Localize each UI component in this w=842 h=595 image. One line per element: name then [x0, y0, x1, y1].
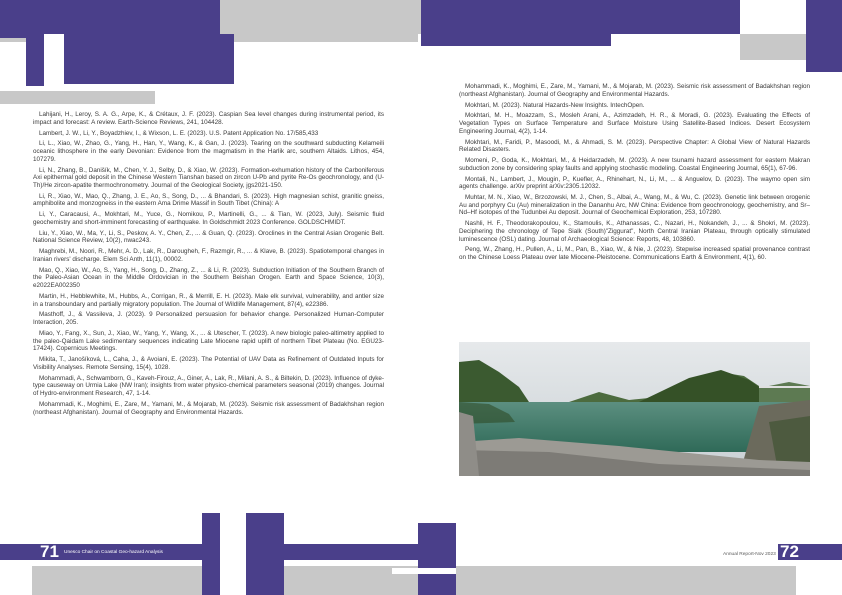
bottom-white-strip [392, 568, 456, 574]
bottom-white-cut-left [220, 513, 246, 595]
reference-entry: Mohammadi, A., Schwamborn, G., Kaveh-Firouz, A., Giner, A., Lak, R., Milani, A. S., & Biltekin, D. (2023). Influence of dyke-type causeway on Urmia Lake (NW Iran); insights from water physico-chemical parameters seasonal (2019) changes. Journal of Hydro-environment Research, 47, 1-14. [33, 374, 384, 398]
reference-entry: Mao, Q., Xiao, W., Ao, S., Yang, H., Song, D., Zhang, Z., ... & Li, R. (2023). Subduction Initiation of the Southern Branch of the Paleo-Asian Ocean in the Middle Ordovician in the Southern Beishan Orogen. Earth and Space Science, 10(3), e2022EA002350 [33, 266, 384, 290]
reference-entry: Lahijani, H., Leroy, S. A. G., Arpe, K., & Crétaux, J. F. (2023). Caspian Sea level changes during instrumental period, its impact and forecast: A review. Earth-Science Reviews, 241, 104428. [33, 111, 384, 126]
footer-right: Annual Report-Nov 2023 [723, 552, 776, 557]
reference-entry: Li, N., Zhang, B., Danišík, M., Chen, Y. J., Selby, D., & Xiao, W. (2023). Formation-exhumation history of the Carboniferous Axi epithermal gold deposit in the Chinese Western Tianshan based on zircon U-Pb and pyrite Re-Os geochronology, and (U-Th)/He zircon-apatite thermochronometry. Journal of the Geological Society, jgs2021-150. [33, 166, 384, 189]
bottom-purple-block-right [418, 523, 456, 595]
top-purple-block-right-2 [590, 0, 740, 34]
reference-entry: Montali, N., Lambert, J., Mougin, P., Kuefler, A., Rhinehart, N., Li, M., ... & Anguelov, D. (2023). The waymo open sim agents challenge. arXiv preprint arXiv:2305.12032. [459, 175, 810, 191]
reference-entry: Miao, Y., Fang, X., Sun, J., Xiao, W., Yang, Y., Wang, X., ... & Utescher, T. (2023). A new biologic paleo-altimetry applied to the paleo-Qaidam Lake sedimentary sequences indicating Late Miocene rapid uplift of northern Tibet Plateau (No. EGU23-17424). Copernicus Meetings. [33, 329, 384, 353]
reference-entry: Martin, H., Hebblewhite, M., Hubbs, A., Corrigan, R., & Merrill, E. H. (2023). Male elk survival, vulnerability, and antler size in a transboundary and partially migratory population. The Journal of Wildlife Management, 87(4), e22386. [33, 292, 384, 308]
reference-entry: Mokhtari, M., Faridi, P., Masoodi, M., & Ahmadi, S. M. (2023). Perspective Chapter: A Global View of Natural Hazards Related Disasters. [459, 138, 810, 154]
reference-entry: Li, L., Xiao, W., Zhao, G., Yang, H., Han, Y., Wang, K., & Gan, J. (2023). Tearing on the southward subducting Kelameili oceanic lithosphere in the early Devonian: Evidence from the magmatism in the Harlik arc, southern Altaids. Lithos, 454, 107279. [33, 140, 384, 163]
reference-entry: Mikita, T., Janošíková, L., Caha, J., & Avoiani, E. (2023). The Potential of UAV Data as Refinement of Outdated Inputs for Visibility Analyses. Remote Sensing, 15(4), 1028. [33, 356, 384, 371]
grey-strip-left [0, 91, 155, 104]
top-purple-corner-right [806, 0, 842, 72]
reference-entry: Muhtar, M. N., Xiao, W., Brzozowski, M. J., Chen, S., Albai, A., Wang, M., & Wu, C. (2023). Genetic link between orogenic Au and porphyry Cu (Au) mineralization in the Dananhu Arc, NW China: Evidence from geochronology, geochemistry, and Sr–Nd–Hf isotopes of the Tudunbei Au deposit. Journal of Geochemical Exploration, 253, 107280. [459, 194, 810, 217]
reference-entry: Peng, W., Zhang, H., Pullen, A., Li, M., Pan, B., Xiao, W., & Nie, J. (2023). Stepwise increased spatial provenance contrast on the Chinese Loess Plateau over late Miocene-Pleistocene. Communications Earth & Environment, 4(1), 60. [459, 246, 810, 262]
reference-entry: Maghrebi, M., Noori, R., Mehr, A. D., Lak, R., Darougheh, F., Razmgir, R., ... & Klave, B. (2023). Spatiotemporal changes in Iranian rivers' discharge. Elem Sci Anth, 11(1), 00002. [33, 248, 384, 263]
reference-entry: Liu, Y., Xiao, W., Ma, Y., Li, S., Peskov, A. Y., Chen, Z., ... & Guan, Q. (2023). Oroclines in the Central Asian Orogenic Belt. National Science Review, 10(2), nwac243. [33, 229, 384, 245]
reference-entry: Mokhtari, M. (2023). Natural Hazards-New Insights. IntechOpen. [465, 101, 645, 109]
top-purple-block-left [0, 0, 220, 38]
top-purple-tab-left [26, 38, 44, 86]
reference-entry: Mohammadi, K., Moghimi, E., Zare, M., Yamani, M., & Mojarab, M. (2023). Seismic risk assessment of Badakhshan region (northeast Afghanistan). Journal of Geography and Environmental Hazards. [459, 83, 810, 98]
reference-entry: Mohammadi, K., Moghimi, E., Zare, M., Yamani, M., & Mojarab, M. (2023). Seismic risk assessment of Badakhshan region (northeast Afghanistan). Journal of Geography and Environmental Hazards. [33, 400, 384, 416]
page-number-right: 72 [780, 542, 799, 561]
reference-entry: Lambert, J. W., Li, Y., Boyadzhiev, I., & Wixson, L. E. (2023). U.S. Patent Application No. 17/585,433 [39, 129, 319, 137]
page-number-left: 71 [40, 542, 59, 561]
references-left-column [33, 111, 384, 419]
photo-illustration [459, 342, 810, 476]
top-white-cut-left [44, 34, 64, 84]
top-purple-block-right [421, 0, 611, 46]
reference-entry: Momeni, P., Goda, K., Mokhtari, M., & Heidarzadeh, M. (2023). A new tsunami hazard assessment for eastern Makran subduction zone by considering splay faults and applying stochastic modeling. Coastal Engineering Journal, 65(1), 67-96. [459, 157, 810, 172]
footer-left: Unesco Chair on Coastal Geo-hazard Analysis [64, 550, 163, 555]
reference-entry: Li, Y., Caracausi, A., Mokhtari, M., Yuce, G., Nomikou, P., Martinelli, G., ... & Tian, W. (2023, July). Seismic fluid geochemistry and short-imminent forecasting of earthquake. In Goldschmidt 2023 Conference. GOLDSCHMIDT. [33, 211, 384, 226]
top-purple-bar-left [44, 34, 234, 84]
bottom-grey-band-right [418, 566, 796, 595]
references-right-column [459, 83, 810, 265]
lake-landscape-photo [459, 342, 810, 476]
reference-entry: Masthoff, J., & Vassileva, J. (2023). 9 Personalized persuasion for behavior change. Personalized Human-Computer Interaction, 205. [33, 311, 384, 327]
reference-entry: Nashli, H. F., Theodorakopoulou, K., Stamoulis, K., Athanassas, C., Nazari, H., Nokandeh, J., ... & Shokri, M. (2023). Deciphering the chronology of Tepe Sialk (South)"Ziggurat", North Central Iranian Plateau, through optically stimulated luminescence (OSL) dating. Journal of Archaeological Science: Reports, 48, 103860. [459, 220, 810, 243]
reference-entry: Mokhtari, M. H., Moazzam, S., Mosleh Arani, A., Azimzadeh, H. R., & Moradi, G. (2023). Evaluating the Effects of Vegetation Types on Surface Temperature and Surface Moisture Using Satellite-Based Indices. Desert Ecosystem Engineering Journal, 4(2), 1-14. [459, 112, 810, 135]
reference-entry: Li, R., Xiao, W., Mao, Q., Zhang, J. E., Ao, S., Song, D., ... & Bhandari, S. (2023). High magnesian schist, granitic gneiss, amphibolite and monzogneiss in the eastern Ama Drime Massif in South Tibet (China): A [33, 192, 384, 208]
